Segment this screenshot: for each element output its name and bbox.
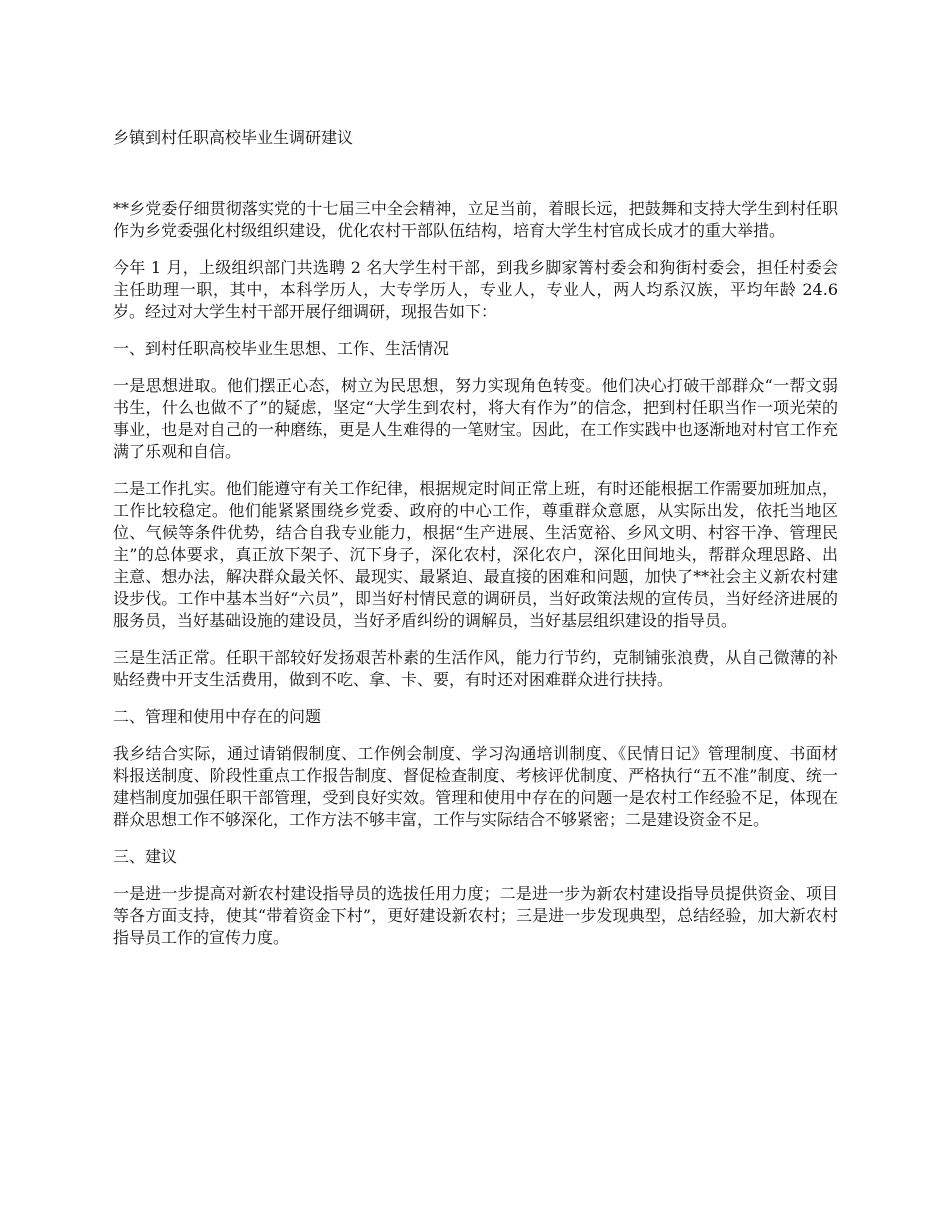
problems-paragraph: 我乡结合实际，通过请销假制度、工作例会制度、学习沟通培训制度、《民情日记》管理制度、书面材料报送制度、阶段性重点工作报告制度、督促检查制度、考核评优制度、严格执行“五不准”制度、统一建档制度加强任职干部管理，受到良好实效。管理和使用中存在的问题一是农村工作经验不足，体现在群众思想工作不够深化，工作方法不够丰富，工作与实际结合不够紧密；二是建设资金不足。 (113, 744, 838, 829)
document-title: 乡镇到村任职高校毕业生调研建议 (113, 128, 354, 147)
life-paragraph: 三是生活正常。任职干部较好发扬艰苦朴素的生活作风，能力行节约，克制铺张浪费，从自己微薄的补贴经费中开支生活费用，做到不吃、拿、卡、要，有时还对困难群众进行扶持。 (113, 648, 838, 689)
document-body (113, 198, 838, 964)
thought-paragraph: 一是思想进取。他们摆正心态，树立为民思想，努力实现角色转变。他们决心打破干部群众“一帮文弱书生，什么也做不了”的疑虑，坚定“大学生到农村，将大有作为”的信念，把到村任职当作一项光荣的事业，也是对自己的一种磨练，更是人生难得的一笔财宝。因此，在工作实践中也逐渐地对村官工作充满了乐观和自信。 (113, 376, 838, 461)
background-paragraph: 今年 1 月，上级组织部门共选聘 2 名大学生村干部，到我乡脚家箐村委会和狗街村委会，担任村委会主任助理一职，其中，本科学历人，大专学历人，专业人，专业人，两人均系汉族，平均年龄 24.6 岁。经过对大学生村干部开展仔细调研，现报告如下： (113, 258, 838, 321)
section-heading-2: 二、管理和使用中存在的问题 (113, 707, 322, 726)
section-heading-3: 三、建议 (113, 847, 178, 866)
section-heading-1: 一、到村任职高校毕业生思想、工作、生活情况 (113, 339, 450, 358)
suggestions-paragraph: 一是进一步提高对新农村建设指导员的选拔任用力度；二是进一步为新农村建设指导员提供资金、项目等各方面支持，使其“带着资金下村”，更好建设新农村；三是进一步发现典型，总结经验，加大新农村指导员工作的宣传力度。 (113, 884, 838, 947)
work-paragraph: 二是工作扎实。他们能遵守有关工作纪律，根据规定时间正常上班，有时还能根据工作需要加班加点，工作比较稳定。他们能紧紧围绕乡党委、政府的中心工作，尊重群众意愿，从实际出发，依托当地区位、气候等条件优势，结合自我专业能力，根据“生产进展、生活宽裕、乡风文明、村容干净、管理民主”的总体要求，真正放下架子、沉下身子，深化农村，深化农户，深化田间地头，帮群众理思路、出主意、想办法，解决群众最关怀、最现实、最紧迫、最直接的困难和问题，加快了**社会主义新农村建设步伐。工作中基本当好“六员”，即当好村情民意的调研员，当好政策法规的宣传员，当好经济进展的服务员，当好基础设施的建设员，当好矛盾纠纷的调解员，当好基层组织建设的指导员。 (113, 479, 838, 630)
intro-paragraph: **乡党委仔细贯彻落实党的十七届三中全会精神，立足当前，着眼长远，把鼓舞和支持大学生到村任职作为乡党委强化村级组织建设，优化农村干部队伍结构，培育大学生村官成长成才的重大举措。 (113, 199, 838, 240)
